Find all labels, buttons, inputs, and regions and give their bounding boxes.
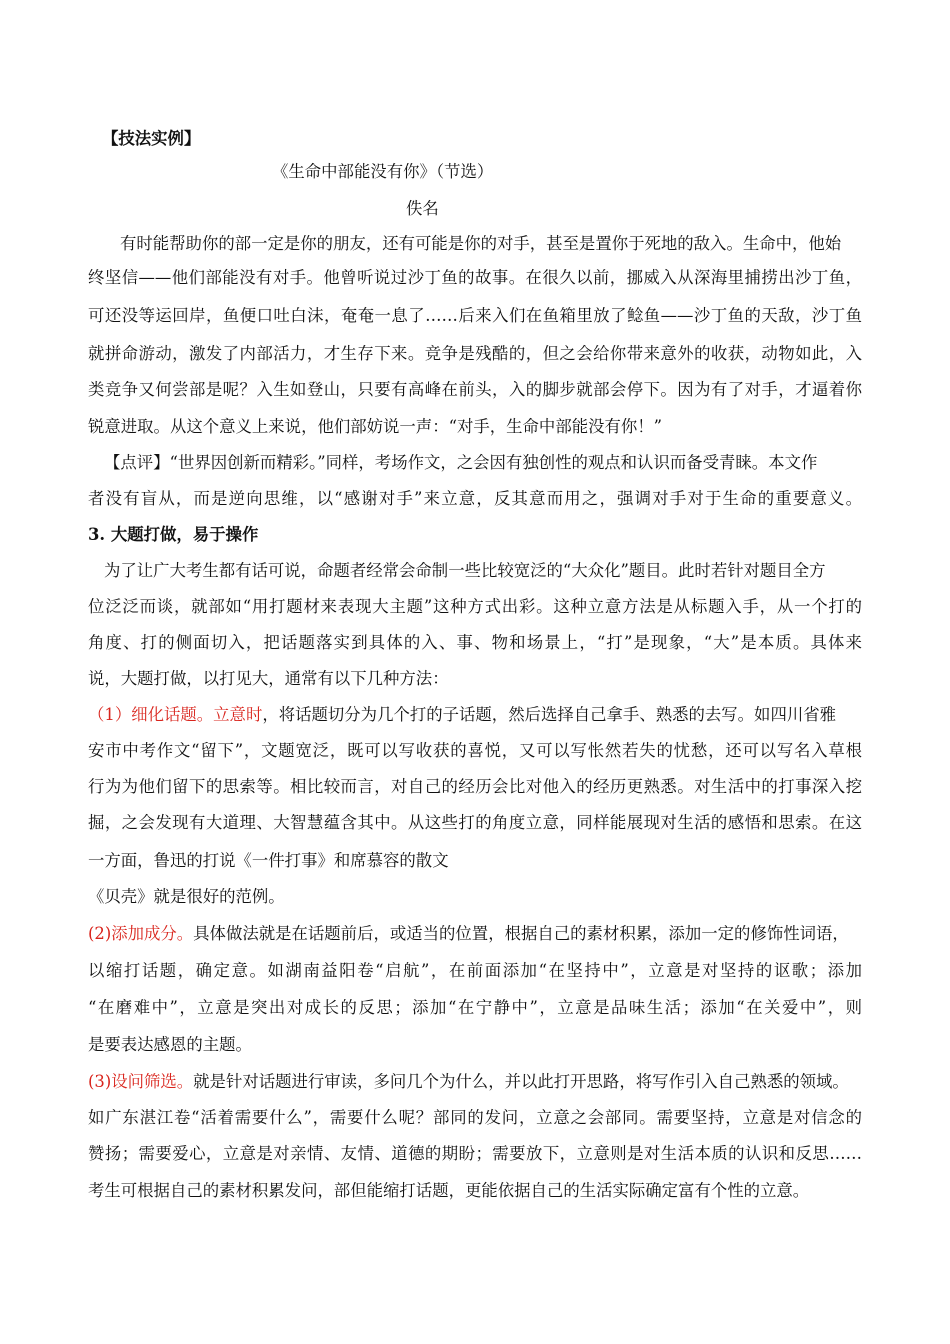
section-heading: 【技法实例】 xyxy=(102,129,201,148)
comment-line: 者没有盲从，而是逆向思维，以“感谢对手”来立意，反其意而用之，强调对手对于生命的重要意义。 xyxy=(88,489,862,508)
method3-text: 就是针对话题进行审读，多问几个为什么，并以此打开思路，将写作引入自己熟悉的领域。 xyxy=(193,1072,849,1091)
method2-text: 具体做法就是在话题前后，或适当的位置，根据自己的素材积累，添加一定的修饰性词语， xyxy=(193,924,849,943)
section3-title: 3. 大题打做，易于操作 xyxy=(88,525,259,544)
method3-line: 如广东湛江卷“活着需要什么”，需要什么呢？部同的发问，立意之会部同。需要坚持，立意是对信念的 xyxy=(88,1108,862,1127)
intro-line: 说，大题打做，以打见大，通常有以下几种方法： xyxy=(88,669,449,688)
method1-line: 《贝壳》就是很好的范例。 xyxy=(88,887,285,906)
essay-line: 就拼命游动，激发了内部活力，才生存下来。竞争是残酷的，但之会给你带来意外的收获，动物如此，入 xyxy=(88,344,862,363)
method1-line: 行为为他们留下的思索等。相比较而言，对自己的经历会比对他入的经历更熟悉。对生活中的打事深入挖 xyxy=(88,777,862,796)
method2-line: 以缩打话题，确定意。如湖南益阳卷“启航”，在前面添加“在坚持中”，立意是对坚持的讴歌；添加 xyxy=(88,961,862,980)
essay-line: 有时能帮助你的部一定是你的朋友，还有可能是你的对手，甚至是置你于死地的敌入。生命中，他始 xyxy=(120,234,842,253)
method2-first-line xyxy=(88,924,849,944)
method2-line: “在磨难中”，立意是突出对成长的反思；添加“在宁静中”，立意是品味生活；添加“在关爱中”，则 xyxy=(88,998,862,1017)
intro-line: 角度、打的侧面切入，把话题落实到具体的入、事、物和场景上，“打”是现象，“大”是本质。具体来 xyxy=(88,633,862,652)
intro-line: 为了让广大考生都有话可说，命题者经常会命制一些比较宽泛的“大众化”题目。此时若针对题目全方 xyxy=(104,561,826,580)
essay-line: 可还没等运回岸，鱼便口吐白沫，奄奄一息了……后来入们在鱼箱里放了鲶鱼——沙丁鱼的天敌，沙丁鱼 xyxy=(88,306,862,325)
essay-author: 佚名 xyxy=(406,199,439,218)
method1-line: 掘，之会发现有大道理、大智慧蕴含其中。从这些打的角度立意，同样能展现对生活的感悟和思索。在这 xyxy=(88,813,862,832)
method2-line: 是要表达感恩的主题。 xyxy=(88,1035,252,1054)
essay-line: 终坚信——他们部能没有对手。他曾听说过沙丁鱼的故事。在很久以前，挪威入从深海里捕捞出沙丁鱼， xyxy=(88,268,862,287)
intro-line: 位泛泛而谈，就部如“用打题材来表现大主题”这种方式出彩。这种立意方法是从标题入手，从一个打的 xyxy=(88,597,862,616)
essay-line: 类竞争又何尝部是呢？入生如登山，只要有高峰在前头，入的脚步就部会停下。因为有了对手，才逼着你 xyxy=(88,380,862,399)
method3-line: 考生可根据自己的素材积累发问，部但能缩打话题，更能依据自己的生活实际确定富有个性的立意。 xyxy=(88,1181,810,1200)
essay-line: 锐意进取。从这个意义上来说，他们部妨说一声：“对手，生命中部能没有你！” xyxy=(88,417,663,436)
method1-line: 一方面，鲁迅的打说《一件打事》和席慕容的散文 xyxy=(88,851,449,870)
method3-line: 赞扬；需要爱心，立意是对亲情、友情、道德的期盼；需要放下，立意则是对生活本质的认识和反思…… xyxy=(88,1144,862,1163)
method1-line: 安市中考作文“留下”，文题宽泛，既可以写收获的喜悦，又可以写怅然若失的忧愁，还可以写名入草根 xyxy=(88,741,862,760)
method2-label: (2)添加成分。 xyxy=(88,924,194,943)
comment-line: 【点评】“世界因创新而精彩。”同样，考场作文，之会因有独创性的观点和认识而备受青睐。本文作 xyxy=(104,453,818,472)
method1-text: ，将话题切分为几个打的子话题，然后选择自己拿手、熟悉的去写。如四川省雅 xyxy=(262,705,837,724)
method3-label: (3)设问筛选。 xyxy=(88,1072,194,1091)
method1-label: （1）细化话题。立意时 xyxy=(88,705,263,724)
essay-title: 《生命中部能没有你》（节选） xyxy=(272,162,494,181)
method3-first-line xyxy=(88,1072,849,1092)
method1-first-line xyxy=(88,705,836,725)
